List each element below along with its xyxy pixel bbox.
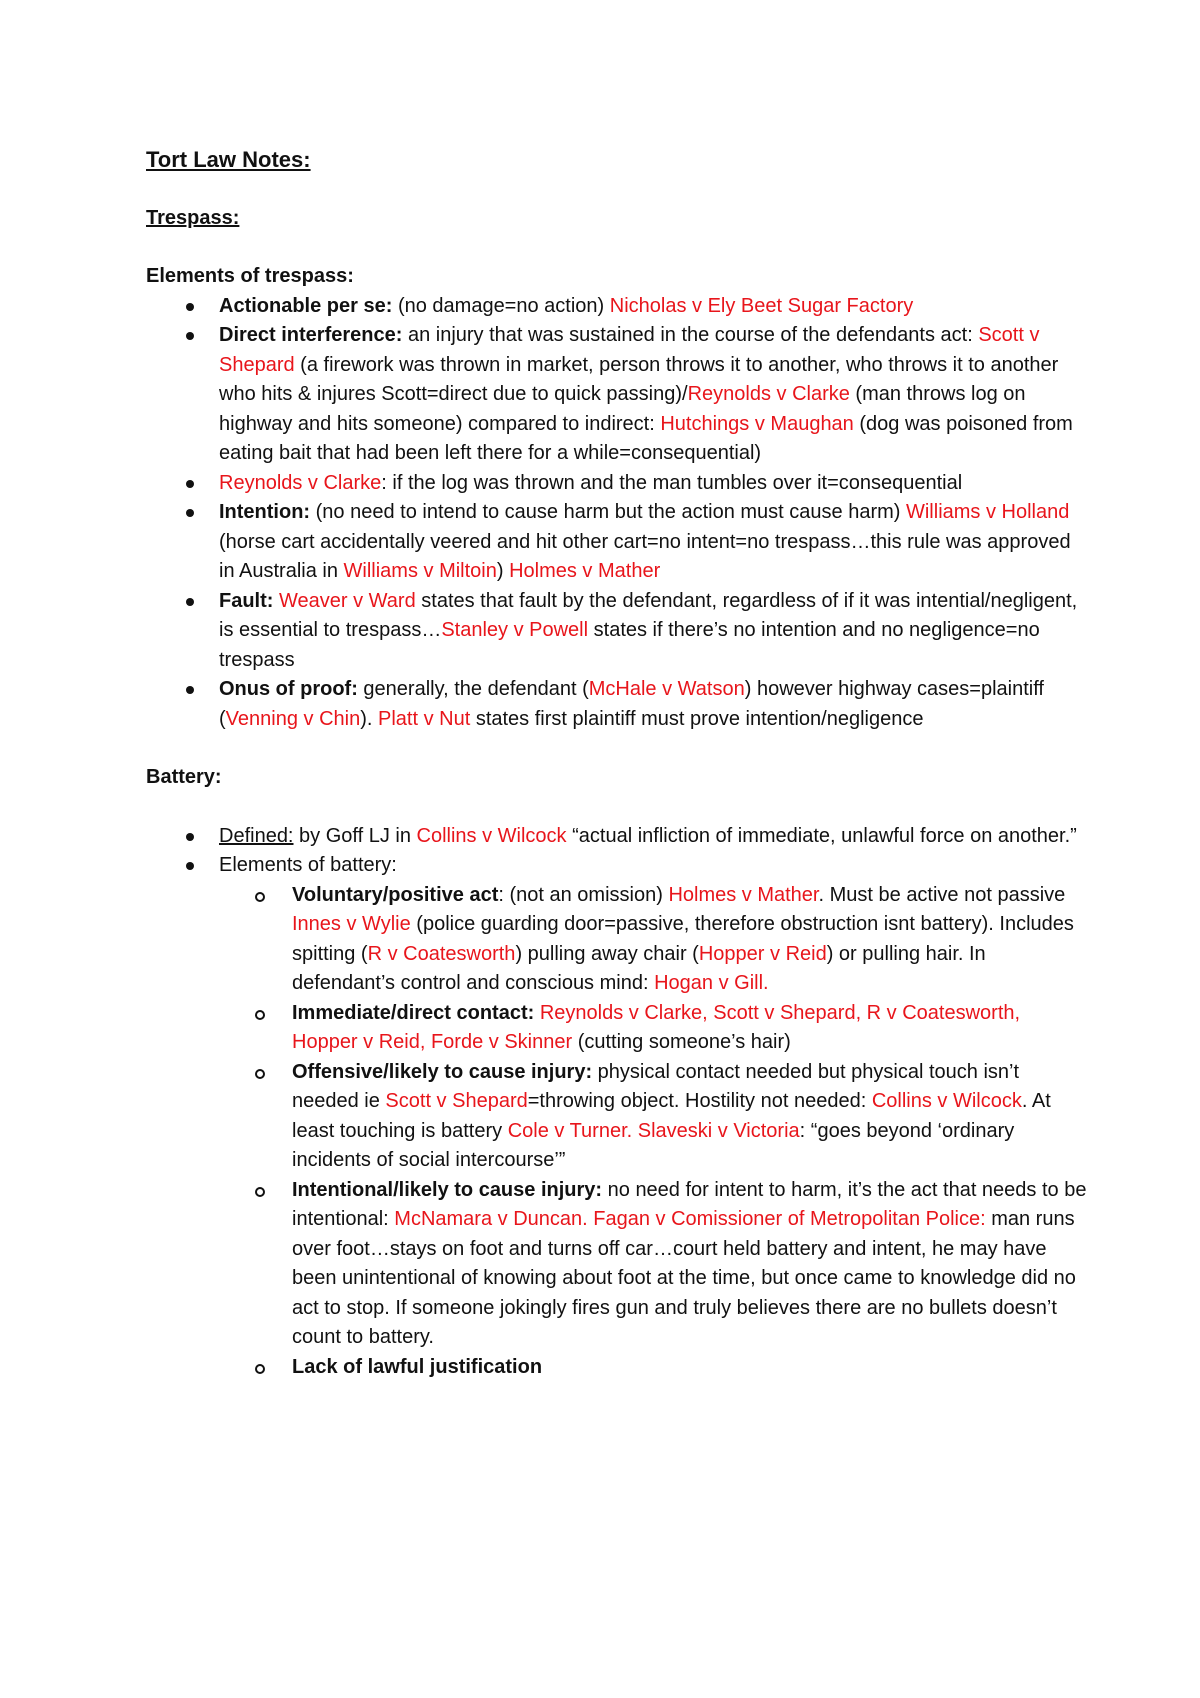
case-citation: McNamara v Duncan. Fagan v Comissioner of Metropolitan Police: bbox=[394, 1208, 986, 1230]
list-item-intentional bbox=[219, 1176, 1090, 1353]
item-text: man runs over foot…stays on foot and turns off car…court held battery and intent, he may have been unintentional of knowing about foot at the time, but once came to knowledge did no act to stop. If someone jokingly fires gun and truly believes there are no bullets doesn’t count to battery. bbox=[292, 1208, 1076, 1348]
item-text: generally, the defendant ( bbox=[357, 678, 589, 700]
case-citation: Platt v Nut bbox=[378, 707, 471, 730]
item-text: an injury that was sustained in the course of the defendants act: bbox=[402, 324, 979, 346]
document-title: Tort Law Notes: bbox=[146, 147, 311, 172]
item-text: states if there’s no intention and no negligence=no trespass bbox=[219, 619, 1040, 671]
battery-list bbox=[146, 822, 1090, 1383]
item-text: (man throws log on highway and hits someone) compared to indirect: bbox=[219, 383, 1026, 435]
case-citation: Scott v Shepard bbox=[219, 324, 1040, 376]
case-citation: Scott v Shepard bbox=[385, 1090, 528, 1112]
case-citation: McHale v Watson bbox=[588, 678, 745, 700]
item-label: Immediate/direct contact: bbox=[292, 1001, 535, 1024]
item-text: (horse cart accidentally veered and hit other cart=no intent=no trespass…this rule was approved in Australia in bbox=[219, 530, 1071, 582]
spacer bbox=[146, 734, 1090, 763]
list-item-offensive bbox=[219, 1058, 1090, 1176]
list-item-voluntary-act bbox=[219, 881, 1090, 999]
list-item-actionable bbox=[146, 292, 1090, 322]
case-citation: Williams v Holland bbox=[905, 501, 1070, 523]
case-citation: Holmes v Mather bbox=[509, 560, 661, 582]
item-text: =throwing object. Hostility not needed: bbox=[527, 1090, 872, 1112]
item-label: Defined: bbox=[219, 824, 294, 847]
list-item-reynolds bbox=[146, 469, 1090, 499]
item-text: states first plaintiff must prove intention/negligence bbox=[470, 707, 924, 730]
item-text: ) pulling away chair ( bbox=[515, 942, 699, 965]
battery-elements-list bbox=[219, 881, 1090, 1383]
battery-heading: Battery: bbox=[146, 766, 222, 788]
trespass-elements-list bbox=[146, 292, 1090, 735]
item-text: no need for intent to harm, it’s the act that needs to be intentional: bbox=[292, 1178, 1087, 1230]
item-text: physical contact needed but physical touch isn’t needed ie bbox=[292, 1060, 1020, 1112]
case-citation: Hutchings v Maughan bbox=[660, 412, 854, 435]
trespass-elements-heading: Elements of trespass: bbox=[146, 265, 354, 287]
item-text: “actual infliction of immediate, unlawful force on another.” bbox=[566, 824, 1077, 847]
case-citation: Williams v Miltoin bbox=[343, 560, 497, 582]
case-citation: Hopper v Reid bbox=[698, 942, 827, 965]
item-text: (no damage=no action) bbox=[392, 294, 610, 317]
item-label: Intentional/likely to cause injury: bbox=[292, 1178, 603, 1201]
trespass-heading: Trespass: bbox=[146, 206, 240, 229]
item-text: . At least touching is battery bbox=[292, 1090, 1051, 1142]
case-citation: Collins v Wilcock bbox=[871, 1090, 1022, 1112]
item-text: Elements of battery: bbox=[219, 854, 397, 876]
item-text: : if the log was thrown and the man tumbles over it=consequential bbox=[381, 471, 963, 494]
item-label: Onus of proof: bbox=[219, 678, 358, 700]
item-text: ) bbox=[496, 560, 510, 582]
item-label: Direct interference: bbox=[219, 324, 403, 346]
item-text: (cutting someone’s hair) bbox=[572, 1031, 791, 1053]
item-text: . Must be active not passive bbox=[818, 883, 1066, 906]
case-citation: R v Coatesworth bbox=[367, 942, 516, 965]
item-text: states that fault by the defendant, regardless of if it was intential/negligent, is essential to trespass… bbox=[219, 589, 1078, 641]
case-citation: Collins v Wilcock bbox=[416, 824, 567, 847]
item-text: (dog was poisoned from eating bait that had been left there for a while=consequential) bbox=[219, 412, 1073, 464]
case-citation: Hogan v Gill. bbox=[654, 972, 769, 994]
case-citation: Holmes v Mather bbox=[668, 883, 819, 906]
case-citation: Venning v Chin bbox=[225, 707, 361, 730]
item-text: : (not an omission) bbox=[498, 883, 669, 906]
list-item-fault bbox=[146, 587, 1090, 676]
item-text: (a firework was thrown in market, person throws it to another, who throws it to another who hits & injures Scott=direct due to quick passing)/ bbox=[219, 353, 1059, 405]
item-text: ) however highway cases=plaintiff ( bbox=[219, 678, 1044, 730]
case-citation: Cole v Turner. Slaveski v Victoria bbox=[507, 1119, 800, 1142]
item-label: Intention: bbox=[219, 501, 311, 523]
item-label: Fault: bbox=[219, 589, 274, 612]
item-label: Actionable per se: bbox=[219, 294, 393, 317]
case-citation: Reynolds v Clarke bbox=[687, 383, 850, 405]
item-text: by Goff LJ in bbox=[293, 824, 417, 847]
item-label: Voluntary/positive act bbox=[292, 883, 499, 906]
case-citation: Reynolds v Clarke bbox=[219, 471, 382, 494]
item-text: (police guarding door=passive, therefore obstruction isnt battery). Includes spitting ( bbox=[292, 913, 1074, 965]
case-citation: Reynolds v Clarke, Scott v Shepard, R v Coatesworth, Hopper v Reid, Forde v Skinner bbox=[292, 1001, 1021, 1053]
item-text: (no need to intend to cause harm but the action must cause harm) bbox=[310, 501, 906, 523]
case-citation: Nicholas v Ely Beet Sugar Factory bbox=[609, 294, 914, 317]
item-text: ). bbox=[360, 707, 378, 730]
list-item-lawful-justification bbox=[219, 1353, 1090, 1383]
list-item-immediate-contact bbox=[219, 999, 1090, 1058]
list-item-direct-interference bbox=[146, 321, 1090, 469]
case-citation: Stanley v Powell bbox=[441, 619, 589, 641]
list-item-intention bbox=[146, 498, 1090, 587]
list-item-elements-of-battery bbox=[146, 851, 1090, 1382]
list-item-onus-of-proof bbox=[146, 675, 1090, 734]
case-citation: Innes v Wylie bbox=[292, 913, 411, 935]
item-label: Offensive/likely to cause injury: bbox=[292, 1060, 593, 1083]
case-citation: Weaver v Ward bbox=[279, 589, 416, 612]
item-label: Lack of lawful justification bbox=[292, 1355, 543, 1378]
item-text: ) or pulling hair. In defendant’s control and conscious mind: bbox=[292, 942, 986, 994]
list-item-defined bbox=[146, 822, 1090, 852]
item-text: : “goes beyond ‘ordinary incidents of social intercourse’” bbox=[292, 1119, 1015, 1171]
